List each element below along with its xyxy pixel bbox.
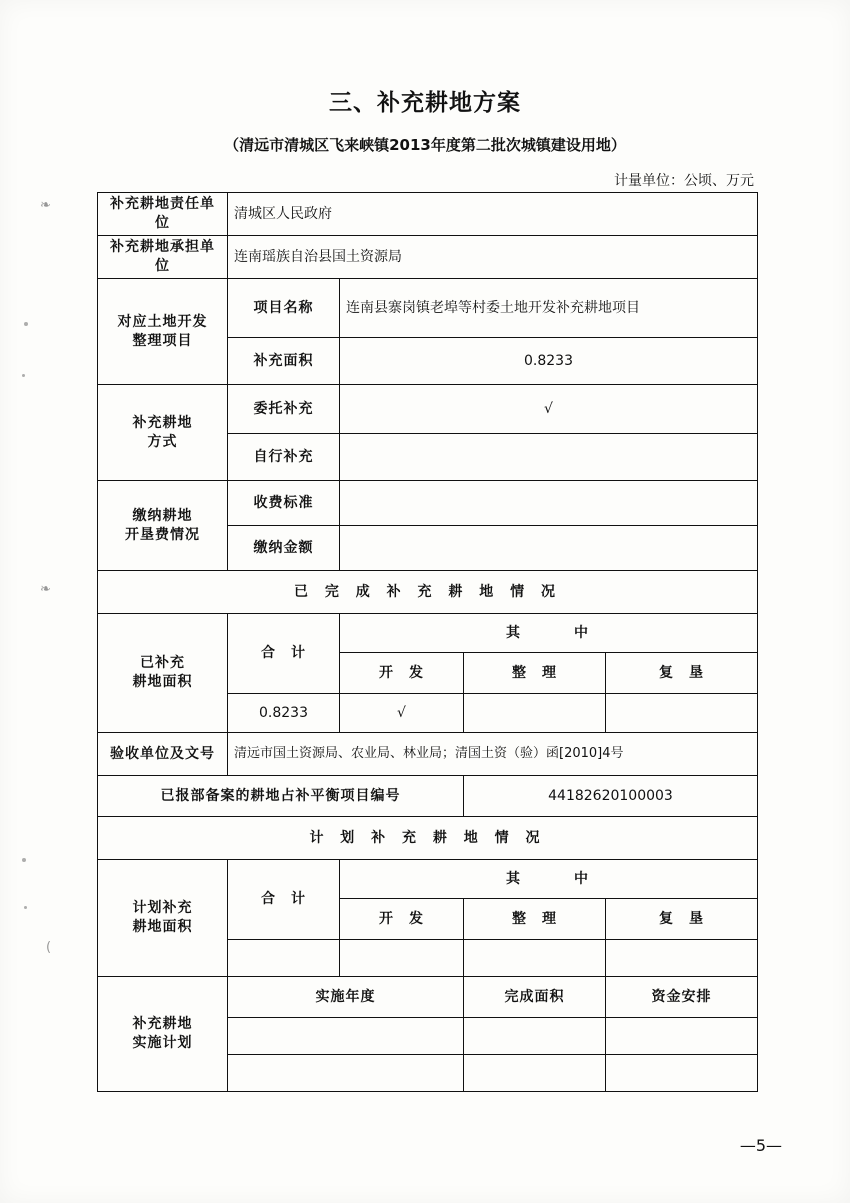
supplement-area-value: 0.8233 xyxy=(340,338,758,385)
table-row xyxy=(98,279,758,338)
measurement-unit-note: 计量单位：公顷、万元 xyxy=(614,173,754,189)
table-row xyxy=(98,977,758,1018)
completed-reclaim-label: 复 垦 xyxy=(606,653,758,694)
plan-area-label: 完成面积 xyxy=(464,977,606,1018)
scan-speck: ( xyxy=(46,940,52,955)
planned-total-value xyxy=(228,940,340,977)
undertaking-unit-label: 补充耕地承担单位 xyxy=(98,236,228,279)
table-row xyxy=(98,236,758,279)
planned-reclaim-label: 复 垦 xyxy=(606,899,758,940)
planned-develop-label: 开 发 xyxy=(340,899,464,940)
method-label xyxy=(98,385,228,481)
completed-area-label-line1: 已补充 xyxy=(140,655,185,672)
table-row xyxy=(98,385,758,434)
project-group-label-line2: 整理项目 xyxy=(132,332,193,349)
table-row xyxy=(98,571,758,614)
completed-area-label xyxy=(98,614,228,733)
page-title: 三、补充耕地方案 xyxy=(329,90,521,116)
fee-paid-label: 缴纳金额 xyxy=(228,526,340,571)
method-self-label: 自行补充 xyxy=(228,434,340,481)
fee-label-line2: 开垦费情况 xyxy=(125,526,200,543)
scan-speck xyxy=(24,322,28,326)
project-name-label: 项目名称 xyxy=(228,279,340,338)
plan-label xyxy=(98,977,228,1092)
fee-standard-value xyxy=(340,481,758,526)
plan-year-label: 实施年度 xyxy=(228,977,464,1018)
fee-paid-value xyxy=(340,526,758,571)
completed-develop-value: √ xyxy=(340,694,464,733)
planned-consolidate-value xyxy=(464,940,606,977)
scan-speck xyxy=(22,374,25,377)
method-self-mark xyxy=(340,434,758,481)
completed-area-label-line2: 耕地面积 xyxy=(132,674,193,690)
method-entrust-label: 委托补充 xyxy=(228,385,340,434)
supplementary-farmland-table xyxy=(97,192,758,1092)
completed-consolidate-label: 整 理 xyxy=(464,653,606,694)
completed-reclaim-value xyxy=(606,694,758,733)
plan-fund-value xyxy=(606,1018,758,1055)
supplement-area-label: 补充面积 xyxy=(228,338,340,385)
completed-develop-label: 开 发 xyxy=(340,653,464,694)
scan-speck: ❧ xyxy=(40,198,51,213)
plan-fund-label: 资金安排 xyxy=(606,977,758,1018)
responsible-unit-value: 清城区人民政府 xyxy=(228,193,758,236)
plan-year-value xyxy=(228,1018,464,1055)
plan-year-value xyxy=(228,1055,464,1092)
plan-area-value xyxy=(464,1055,606,1092)
method-entrust-mark: √ xyxy=(340,385,758,434)
page-subtitle: （清远市清城区飞来峡镇2013年度第二批次城镇建设用地） xyxy=(224,136,626,154)
planned-area-label-line1: 计划补充 xyxy=(132,900,193,917)
planned-area-label-line2: 耕地面积 xyxy=(132,919,193,935)
scan-speck xyxy=(24,906,27,909)
completed-total-value: 0.8233 xyxy=(228,694,340,733)
plan-label-line1: 补充耕地 xyxy=(132,1016,193,1033)
completed-total-label: 合 计 xyxy=(228,614,340,694)
table-row xyxy=(98,733,758,776)
planned-area-label xyxy=(98,860,228,977)
scan-speck xyxy=(22,858,26,862)
undertaking-unit-value: 连南瑶族自治县国土资源局 xyxy=(228,236,758,279)
planned-consolidate-label: 整 理 xyxy=(464,899,606,940)
record-label: 已报部备案的耕地占补平衡项目编号 xyxy=(98,776,464,817)
project-group-label xyxy=(98,279,228,385)
planned-among-label: 其 中 xyxy=(340,860,758,899)
fee-label xyxy=(98,481,228,571)
completed-consolidate-value xyxy=(464,694,606,733)
fee-standard-label: 收费标准 xyxy=(228,481,340,526)
planned-reclaim-value xyxy=(606,940,758,977)
planned-develop-value xyxy=(340,940,464,977)
method-label-line1: 补充耕地 xyxy=(132,414,193,431)
record-value: 44182620100003 xyxy=(464,776,758,817)
project-name-value: 连南县寨岗镇老埠等村委土地开发补充耕地项目 xyxy=(340,279,758,338)
project-group-label-line1: 对应土地开发 xyxy=(117,313,208,330)
responsible-unit-label: 补充耕地责任单位 xyxy=(98,193,228,236)
planned-section-band: 计 划 补 充 耕 地 情 况 xyxy=(98,817,758,860)
plan-fund-value xyxy=(606,1055,758,1092)
table-row xyxy=(98,614,758,653)
table-row xyxy=(98,860,758,899)
scan-speck: ❧ xyxy=(40,582,51,597)
table-row xyxy=(98,776,758,817)
table-row xyxy=(98,817,758,860)
completed-section-band: 已 完 成 补 充 耕 地 情 况 xyxy=(98,571,758,614)
acceptance-value: 清远市国土资源局、农业局、林业局；清国土资（验）函[2010]4号 xyxy=(228,733,758,776)
planned-total-label: 合 计 xyxy=(228,860,340,940)
page-number: —5— xyxy=(739,1136,782,1155)
acceptance-label: 验收单位及文号 xyxy=(98,733,228,776)
table-row xyxy=(98,193,758,236)
fee-label-line1: 缴纳耕地 xyxy=(132,507,193,524)
plan-label-line2: 实施计划 xyxy=(132,1035,193,1051)
plan-area-value xyxy=(464,1018,606,1055)
method-label-line2: 方式 xyxy=(147,433,178,450)
table-row xyxy=(98,481,758,526)
completed-among-label: 其 中 xyxy=(340,614,758,653)
